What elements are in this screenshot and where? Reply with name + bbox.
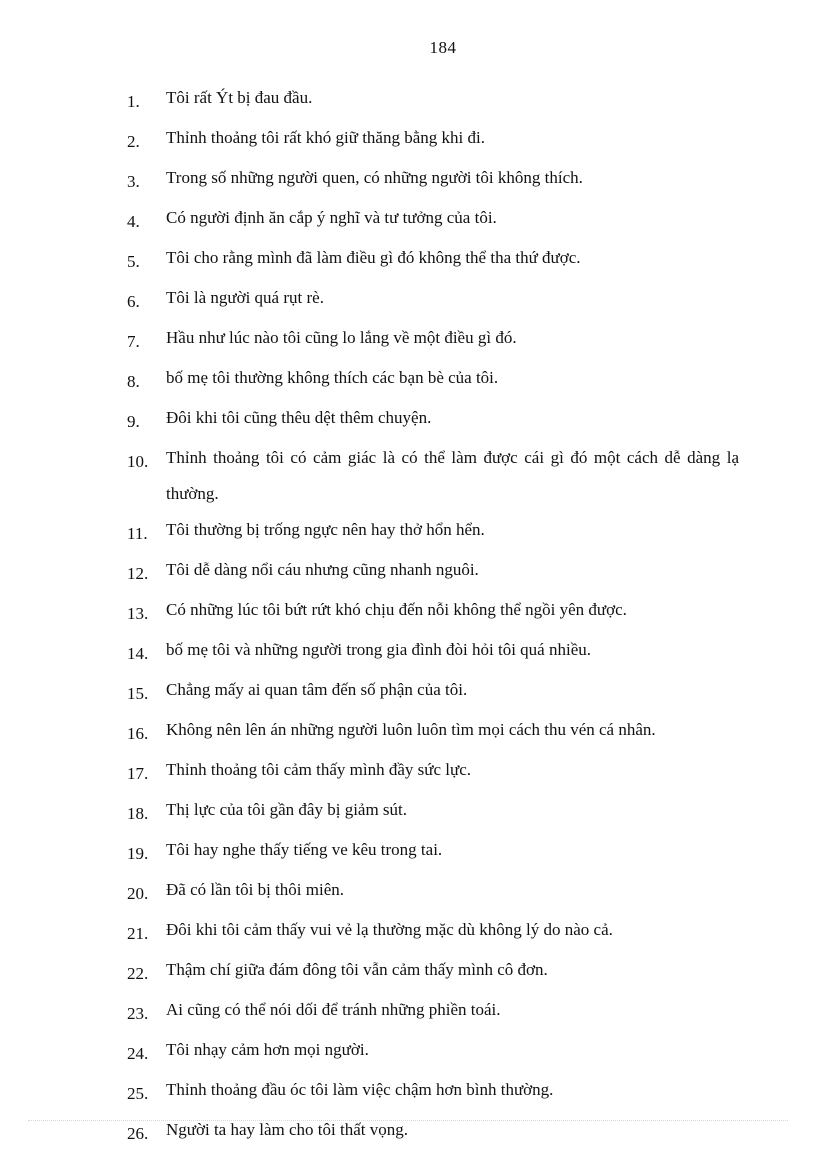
item-statement: Tôi cho rằng mình đã làm điều gì đó không thể tha thứ được.	[166, 248, 581, 267]
item-number: 23.	[127, 1004, 149, 1023]
item-number: 6.	[127, 292, 140, 311]
list-item	[0, 1112, 816, 1152]
list-item	[0, 872, 816, 912]
item-number: 10.	[127, 452, 149, 471]
item-statement: Có người định ăn cắp ý nghĩ và tư tưởng của tôi.	[166, 208, 497, 227]
item-statement: Tôi rất Ýt bị đau đầu.	[166, 88, 313, 107]
item-number: 16.	[127, 724, 149, 743]
list-item	[0, 672, 816, 712]
item-number: 21.	[127, 924, 149, 943]
item-statement: Đôi khi tôi cảm thấy vui vẻ lạ thường mặc dù không lý do nào cả.	[166, 920, 613, 939]
item-number: 13.	[127, 604, 149, 623]
item-number: 17.	[127, 764, 149, 783]
item-statement: Chẳng mấy ai quan tâm đến số phận của tôi.	[166, 680, 468, 699]
item-number: 19.	[127, 844, 149, 863]
list-item	[0, 440, 816, 512]
item-number: 8.	[127, 372, 140, 391]
item-number: 26.	[127, 1124, 149, 1143]
item-statement: Thỉnh thoảng tôi rất khó giữ thăng bằng khi đi.	[166, 128, 485, 147]
page-bottom-divider	[28, 1120, 788, 1121]
item-number: 9.	[127, 412, 140, 431]
list-item	[0, 240, 816, 280]
item-statement: Có những lúc tôi bứt rứt khó chịu đến nỗi không thể ngồi yên được.	[166, 600, 627, 619]
list-item	[0, 752, 816, 792]
list-item	[0, 792, 816, 832]
item-number: 14.	[127, 644, 149, 663]
item-number: 7.	[127, 332, 140, 351]
item-statement: Tôi thường bị trống ngực nên hay thở hổn hển.	[166, 520, 485, 539]
list-item	[0, 512, 816, 552]
item-statement: Tôi dễ dàng nổi cáu nhưng cũng nhanh nguôi.	[166, 560, 479, 579]
item-statement: Thỉnh thoảng tôi có cảm giác là có thể làm được cái gì đó một cách dễ dàng lạ thường.	[166, 448, 739, 503]
list-item	[0, 632, 816, 672]
page-number: 184	[429, 38, 457, 57]
list-item	[0, 992, 816, 1032]
item-number: 4.	[127, 212, 140, 231]
item-number: 24.	[127, 1044, 149, 1063]
list-item	[0, 912, 816, 952]
list-item	[0, 1072, 816, 1112]
item-number: 11.	[127, 524, 148, 543]
item-statement: bố mẹ tôi và những người trong gia đình đòi hỏi tôi quá nhiều.	[166, 640, 591, 659]
list-item	[0, 80, 816, 120]
item-number: 15.	[127, 684, 149, 703]
item-statement: Đôi khi tôi cũng thêu dệt thêm chuyện.	[166, 408, 432, 427]
item-statement: Tôi hay nghe thấy tiếng ve kêu trong tai.	[166, 840, 443, 859]
item-number: 18.	[127, 804, 149, 823]
questionnaire-list	[0, 80, 816, 1152]
item-statement: Đã có lần tôi bị thôi miên.	[166, 880, 344, 899]
list-item	[0, 160, 816, 200]
list-item	[0, 320, 816, 360]
item-statement: Thỉnh thoảng tôi cảm thấy mình đầy sức lực.	[166, 760, 472, 779]
item-statement: Tôi nhạy cảm hơn mọi người.	[166, 1040, 369, 1059]
item-statement: Thậm chí giữa đám đông tôi vẫn cảm thấy mình cô đơn.	[166, 960, 548, 979]
item-statement: Không nên lên án những người luôn luôn tìm mọi cách thu vén cá nhân.	[166, 720, 656, 739]
list-item	[0, 832, 816, 872]
item-statement: Thỉnh thoảng đầu óc tôi làm việc chậm hơn bình thường.	[166, 1080, 554, 1099]
list-item	[0, 592, 816, 632]
list-item	[0, 712, 816, 752]
list-item	[0, 120, 816, 160]
list-item	[0, 400, 816, 440]
list-item	[0, 1032, 816, 1072]
item-number: 3.	[127, 172, 140, 191]
item-number: 5.	[127, 252, 140, 271]
item-statement: Ai cũng có thể nói dối để tránh những phiền toái.	[166, 1000, 501, 1019]
list-item	[0, 200, 816, 240]
list-item	[0, 280, 816, 320]
item-number: 2.	[127, 132, 140, 151]
item-number: 22.	[127, 964, 149, 983]
item-number: 12.	[127, 564, 149, 583]
item-number: 20.	[127, 884, 149, 903]
item-statement: Hầu như lúc nào tôi cũng lo lắng về một điều gì đó.	[166, 328, 517, 347]
item-number: 25.	[127, 1084, 149, 1103]
item-number: 1.	[127, 92, 140, 111]
item-statement: Thị lực của tôi gần đây bị giảm sút.	[166, 800, 408, 819]
item-statement: Trong số những người quen, có những người tôi không thích.	[166, 168, 583, 187]
item-statement: bố mẹ tôi thường không thích các bạn bè của tôi.	[166, 368, 499, 387]
item-statement: Tôi là người quá rụt rè.	[166, 288, 324, 307]
list-item	[0, 552, 816, 592]
item-statement: Người ta hay làm cho tôi thất vọng.	[166, 1120, 408, 1139]
list-item	[0, 952, 816, 992]
list-item	[0, 360, 816, 400]
